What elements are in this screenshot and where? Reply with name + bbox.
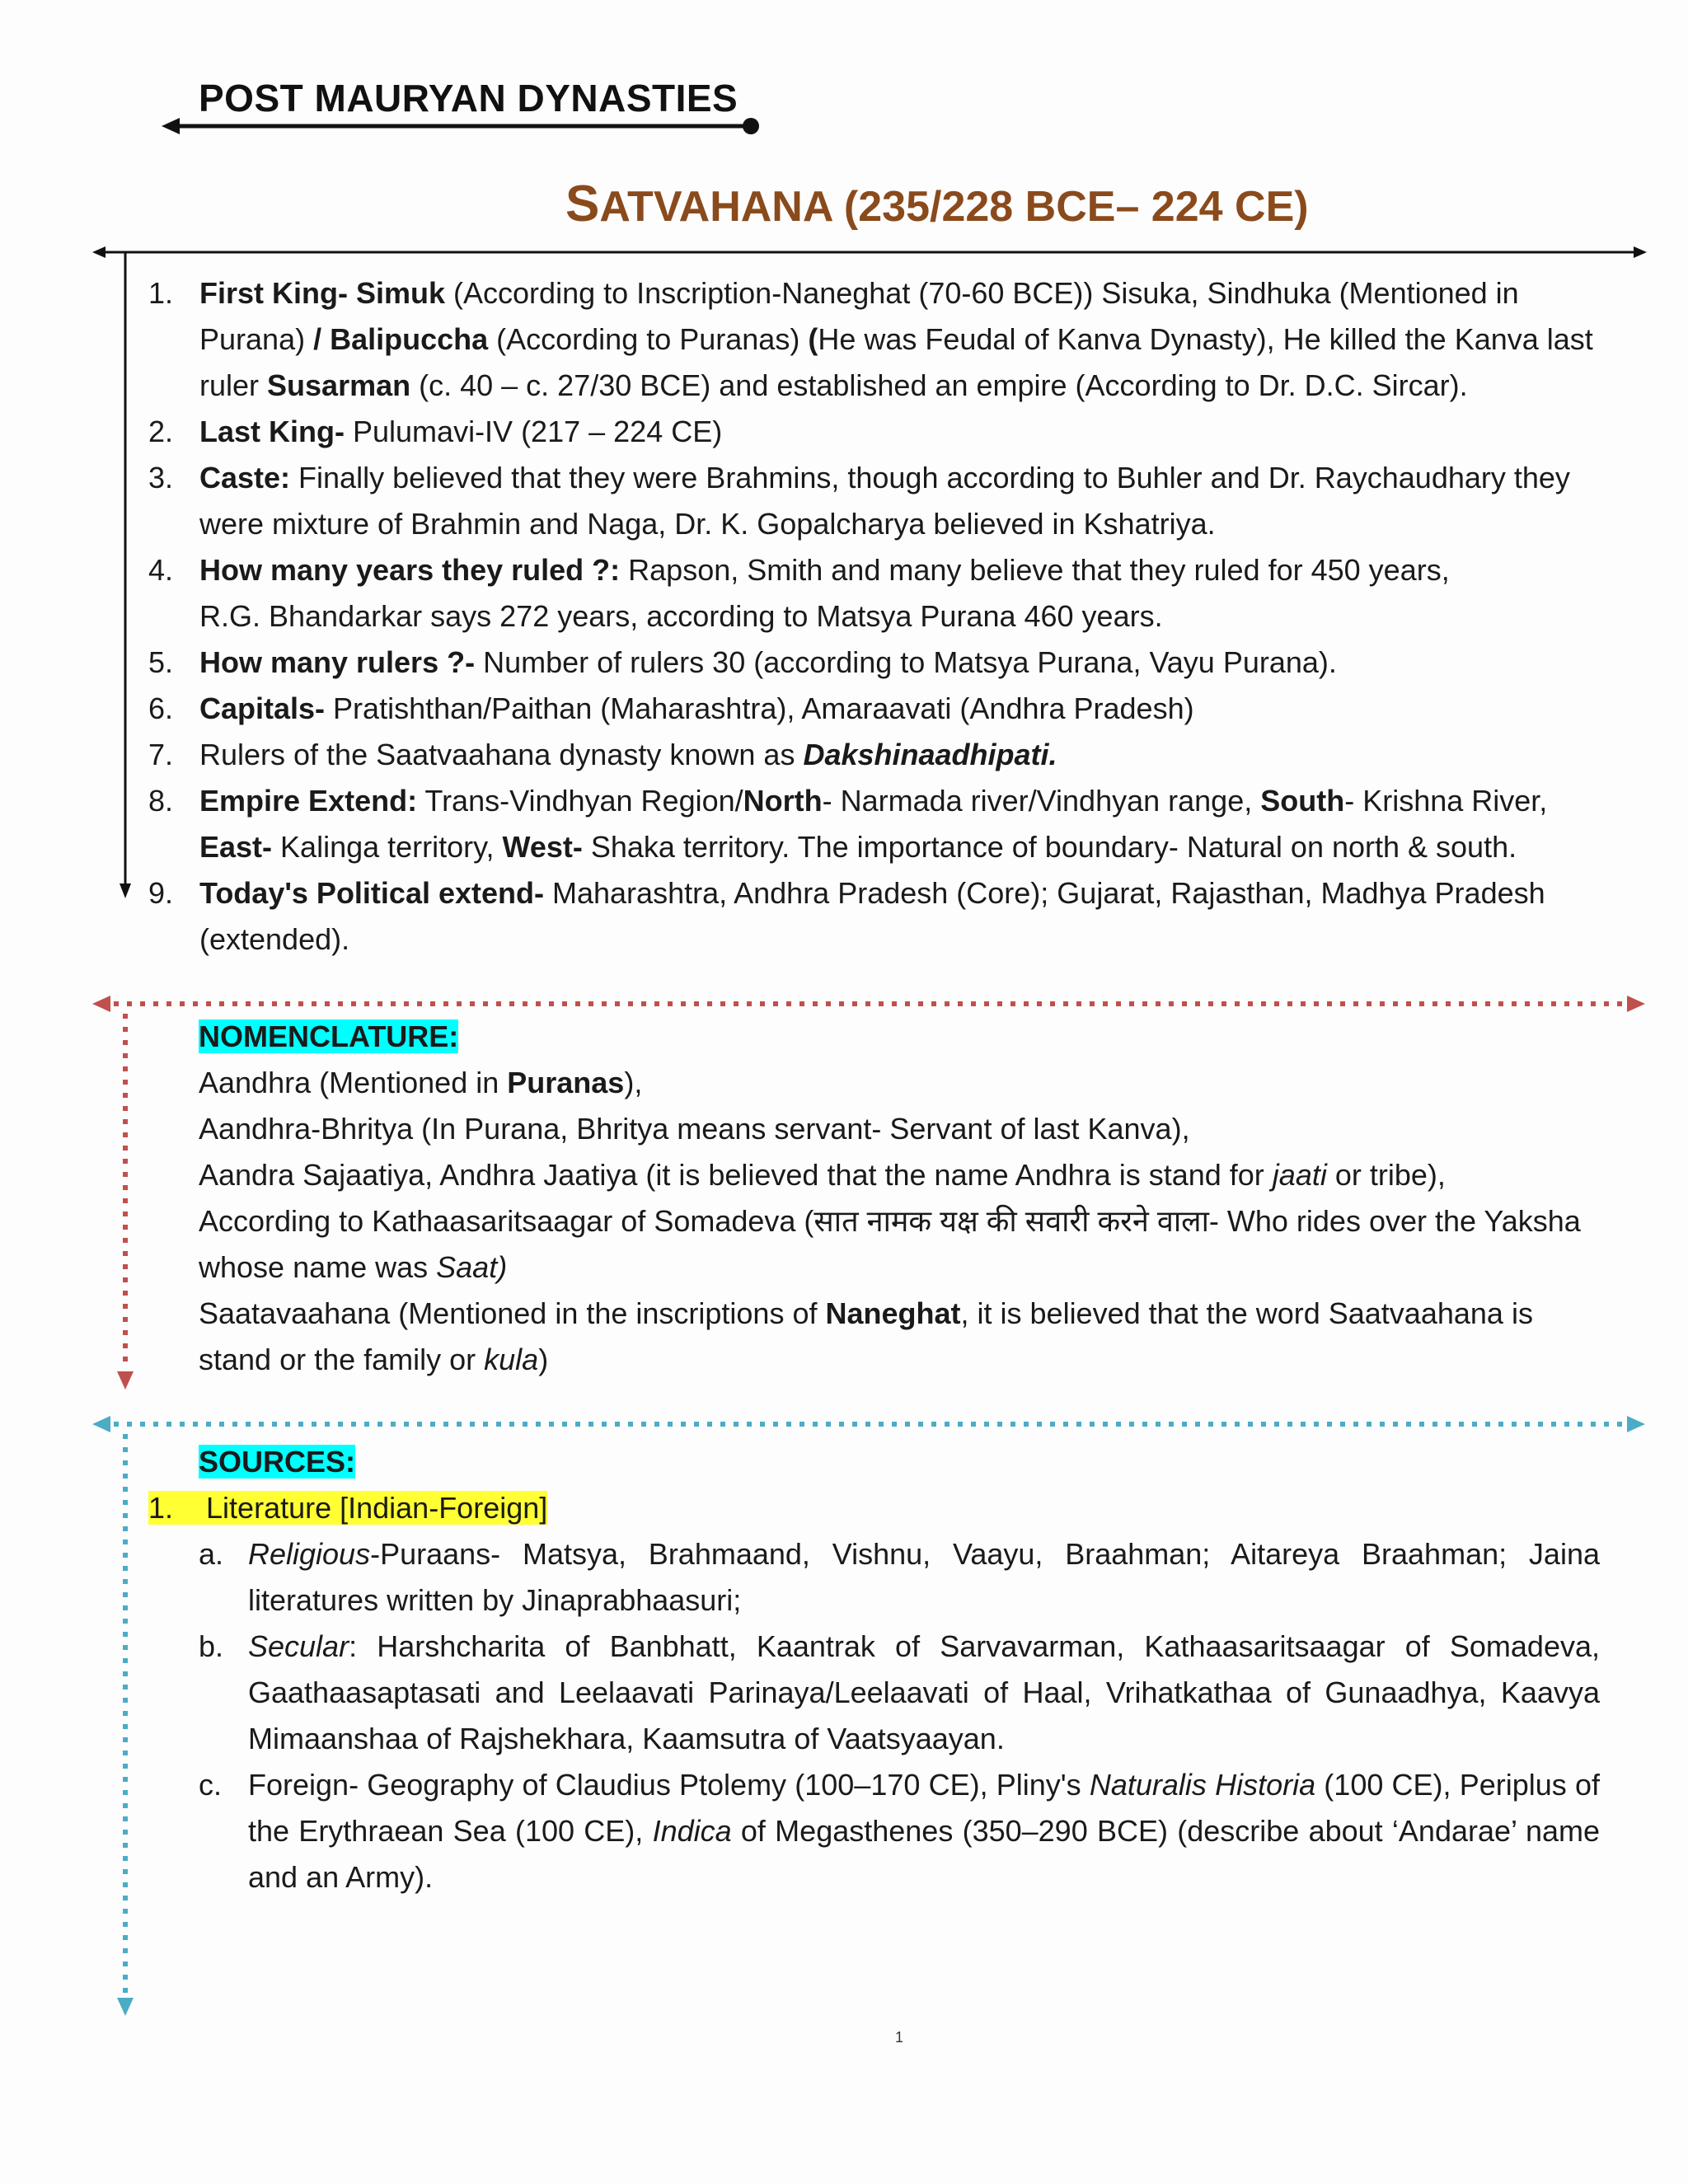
list-item: 1. First King- Simuk (According to Inscription-Naneghat (70-60 BCE)) Sisuka, Sindhuka (Mentioned in Purana) / Balipuccha (According to Puranas) (He was Feudal of Kanva Dynasty), He killed the Kanva last ruler Susarman (c. 40 – c. 27/30 BCE) and established an empire (According to Dr. D.C. Sircar). [148, 276, 1593, 402]
sources-sub-secular: b. Secular: Harshcharita of Banbhatt, Kaantrak of Sarvavarman, Kathaasaritsaagar of Somadeva, Gaathaasaptasati and Leelaavati Parinaya/Leelaavati of Haal, Vrihatkathaa of Gunaadhya, Kaavya Mimaanshaa of Rajshekhara, Kaamsutra of Vaatsyaayan. [199, 1629, 1600, 1755]
document-header-title: POST MAURYAN DYNASTIES [199, 77, 738, 120]
sources-sub-foreign: c. Foreign- Geography of Claudius Ptolemy (100–170 CE), Pliny's Naturalis Historia (100 CE), Periplus of the Erythraean Sea (100 CE), Indica of Megasthenes (350–290 BCE) (describe about ‘Andarae’ name and an Army). [199, 1768, 1601, 1894]
list-item: 6. Capitals- Pratishthan/Paithan (Maharashtra), Amaraavati (Andhra Pradesh) [148, 691, 1194, 725]
list-item: 2. Last King- Pulumavi-IV (217 – 224 CE) [148, 415, 723, 448]
nomenclature-section: NOMENCLATURE: Aandhra (Mentioned in Puranas), Aandhra-Bhritya (In Purana, Bhritya means servant- Servant of last Kanva), Aandra Sajaatiya, Andhra Jaatiya (it is believed that the name Andhra is stand for jaati or tribe), According to Kathaasaritsaagar of Somadeva (सात नामक यक्ष की सवारी करने वाला- Who rides over the Yaksha whose name was Saat) Saatavaahana (Mentioned in the inscriptions of Naneghat, it is believed that the word Saatvaahana is stand or the family or kula) [199, 1019, 1581, 1376]
list-item: 7. Rulers of the Saatvaahana dynasty known as Dakshinaadhipati. [148, 738, 1057, 771]
sources-item-literature: 1. Literature [Indian-Foreign] [148, 1491, 548, 1525]
nomenclature-heading: NOMENCLATURE: [199, 1019, 459, 1053]
list-item: 5. How many rulers ?- Number of rulers 30 (according to Matsya Purana, Vayu Purana). [148, 645, 1337, 679]
sources-sub-religious: a. Religious-Puraans- Matsya, Brahmaand, Vishnu, Vaayu, Braahman; Aitareya Braahman; Jaina literatures written by Jinaprabhaasuri; [199, 1537, 1600, 1617]
section-title: SATVAHANA (235/228 BCE– 224 CE) [565, 176, 1309, 232]
list-item: 9. Today's Political extend- Maharashtra, Andhra Pradesh (Core); Gujarat, Rajasthan, Madhya Pradesh (extended). [148, 876, 1545, 956]
sources-heading: SOURCES: [199, 1445, 356, 1479]
list-item: 8. Empire Extend: Trans-Vindhyan Region/North- Narmada river/Vindhyan range, South- Krishna River, East- Kalinga territory, West- Shaka territory. The importance of boundary- Natural on north & south. [148, 784, 1548, 864]
header-arrow [162, 115, 763, 137]
page-number: 1 [895, 2029, 904, 2046]
list-item: 3. Caste: Finally believed that they were Brahmins, though according to Buhler and Dr. Raychaudhary they were mixture of Brahmin and Naga, Dr. K. Gopalcharya believed in Kshatriya. [148, 461, 1570, 541]
list-item: 4. How many years they ruled ?: Rapson, Smith and many believe that they ruled for 450 years, R.G. Bhandarkar says 272 years, according to Matsya Purana 460 years. [148, 553, 1450, 633]
